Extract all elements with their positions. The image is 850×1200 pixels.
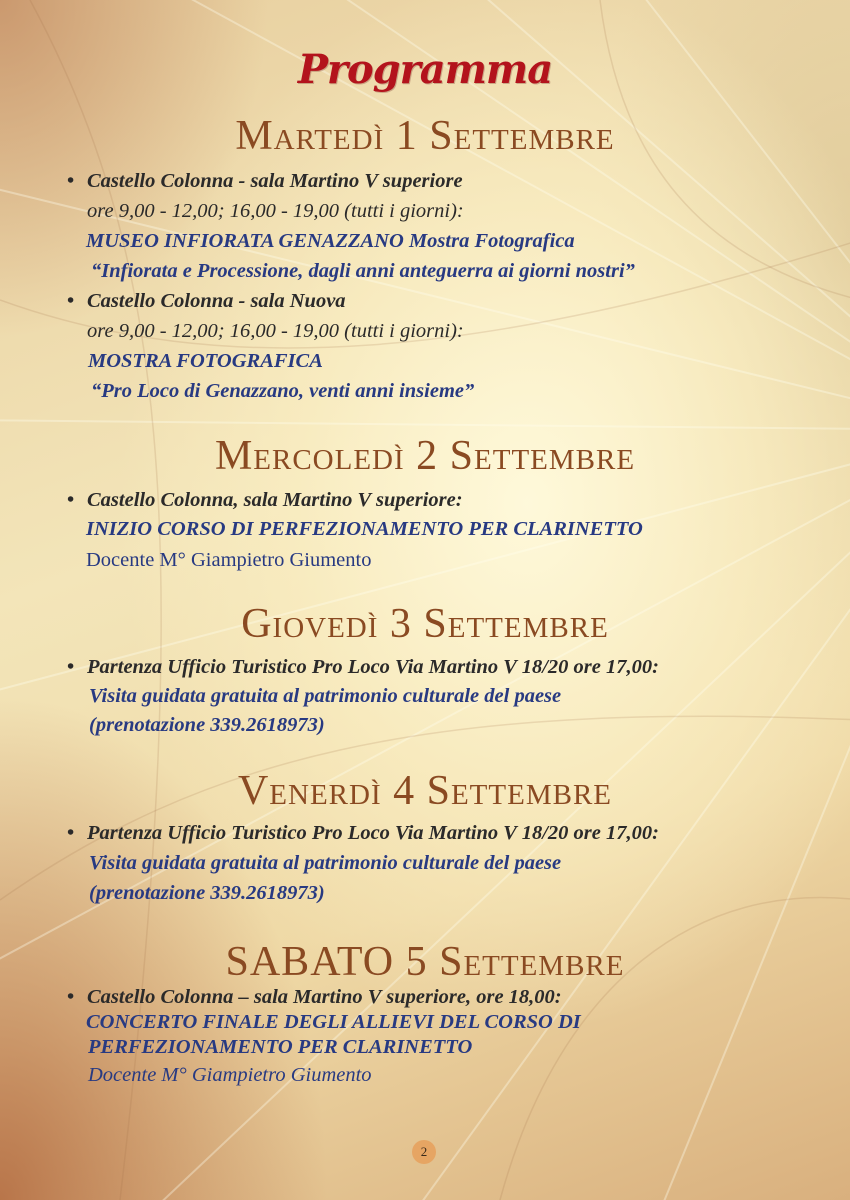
day-heading-5-text: SABATO 5 Settembre <box>225 939 625 985</box>
bullet-icon: • <box>67 656 75 678</box>
event-hours: ore 9,00 - 12,00; 16,00 - 19,00 (tutti i giorni): <box>87 320 464 342</box>
day-heading-5 <box>0 938 850 986</box>
event-title: MUSEO INFIORATA GENAZZANO Mostra Fotografica <box>86 230 575 252</box>
list-item <box>67 290 346 313</box>
list-item <box>67 656 659 679</box>
event-subtitle: “Pro Loco di Genazzano, venti anni insieme” <box>91 380 475 402</box>
event-title-line1: CONCERTO FINALE DEGLI ALLIEVI DEL CORSO DI <box>86 1011 581 1033</box>
event-teacher: Docente M° Giampietro Giumento <box>88 1064 372 1086</box>
event-title: Visita guidata gratuita al patrimonio culturale del paese <box>89 852 562 874</box>
day-heading-1: Martedì 1 Settembre <box>235 113 615 159</box>
bullet-icon: • <box>67 170 75 192</box>
list-item <box>67 170 463 193</box>
page-number: 2 <box>412 1140 436 1164</box>
event-title-line2: PERFEZIONAMENTO PER CLARINETTO <box>88 1036 473 1058</box>
event-location: Partenza Ufficio Turistico Pro Loco Via Martino V 18/20 ore 17,00: <box>87 656 659 678</box>
bullet-icon: • <box>67 986 75 1008</box>
day-heading-3: Giovedì 3 Settembre <box>241 601 609 647</box>
event-location: Castello Colonna, sala Martino V superiore: <box>87 489 463 511</box>
list-item <box>67 489 463 512</box>
event-title: INIZIO CORSO DI PERFEZIONAMENTO PER CLARINETTO <box>86 518 643 540</box>
event-title: MOSTRA FOTOGRAFICA <box>88 350 323 372</box>
event-title: Visita guidata gratuita al patrimonio culturale del paese <box>89 685 562 707</box>
day-heading-4: Venerdì 4 Settembre <box>237 768 613 814</box>
event-booking: (prenotazione 339.2618973) <box>89 714 325 736</box>
list-item <box>67 986 562 1009</box>
event-location: Castello Colonna - sala Martino V superiore <box>87 170 463 192</box>
event-location: Partenza Ufficio Turistico Pro Loco Via Martino V 18/20 ore 17,00: <box>87 822 659 844</box>
bullet-icon: • <box>67 489 75 511</box>
event-location: Castello Colonna – sala Martino V superiore, ore 18,00: <box>87 986 562 1008</box>
event-teacher: Docente M° Giampietro Giumento <box>86 549 372 571</box>
event-hours: ore 9,00 - 12,00; 16,00 - 19,00 (tutti i giorni): <box>87 200 464 222</box>
event-location: Castello Colonna - sala Nuova <box>87 290 346 312</box>
page-title: Programma <box>297 46 553 93</box>
event-subtitle: “Infiorata e Processione, dagli anni anteguerra ai giorni nostri” <box>91 260 635 282</box>
day-heading-2: Mercoledì 2 Settembre <box>214 433 636 479</box>
bullet-icon: • <box>67 822 75 844</box>
list-item <box>67 822 659 845</box>
event-booking: (prenotazione 339.2618973) <box>89 882 325 904</box>
bullet-icon: • <box>67 290 75 312</box>
